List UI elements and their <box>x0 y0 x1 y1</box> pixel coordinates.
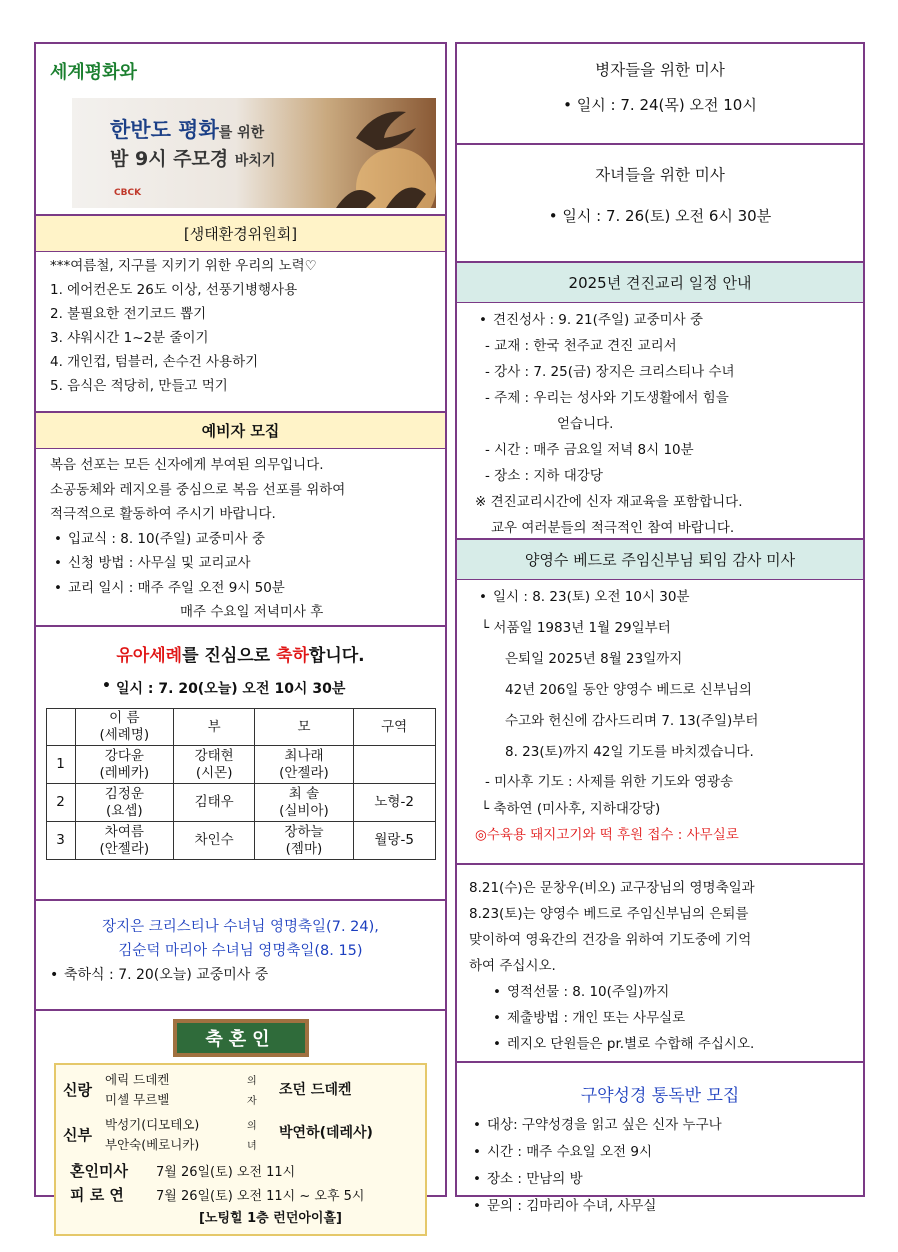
peace-title: 세계평화와 <box>50 62 137 83</box>
wedding-board: 축혼인 <box>173 1019 309 1057</box>
table-cell: 강다윤 (레베카) <box>75 746 174 784</box>
catechumen-section <box>36 413 445 627</box>
children-mass-date: • 일시 : 7. 26(토) 오전 6시 30분 <box>548 207 772 225</box>
baptism-table <box>46 708 436 860</box>
prayer-section <box>457 865 863 1063</box>
groom-row <box>62 1069 419 1089</box>
wedding-party: 피 로 연 7월 26일(토) 오전 11시 ~ 오후 5시 <box>70 1186 365 1204</box>
catechumen-text: 소공동체와 레지오를 중심으로 복음 선포를 위하여 <box>50 481 346 498</box>
peace-banner-line2: 밤 9시 주모경 바치기 <box>110 148 276 170</box>
table-cell: 김정운 (요셉) <box>75 784 174 822</box>
bride-rel: 의 <box>247 1120 257 1132</box>
farewell-body <box>457 580 863 850</box>
prayer-body <box>457 865 863 1067</box>
groom-parent: 미셀 무르벨 <box>105 1092 170 1107</box>
prayer-bullet: • 레지오 단원들은 pr.별로 수합해 주십시오. <box>489 1031 851 1057</box>
groom-name: 조던 드데켄 <box>279 1082 352 1098</box>
confirmation-body <box>457 303 863 545</box>
table-header-row <box>46 709 435 746</box>
peace-banner-line1: 한반도 평화를 위한 <box>110 118 265 142</box>
farewell-line: 은퇴일 2025년 8월 23일까지 <box>505 651 683 667</box>
eco-body <box>36 252 445 400</box>
eco-item: 1. 에어컨온도 26도 이상, 선풍기병행사용 <box>50 282 298 298</box>
bride-parent: 부안숙(베로니카) <box>105 1137 200 1152</box>
right-column <box>455 42 865 1214</box>
catechumen-text: 복음 선포는 모든 신자에게 부여된 의무입니다. <box>50 457 324 473</box>
confirmation-bullet: • 견진성사 : 9. 21(주일) 교중미사 중 <box>475 307 845 333</box>
feast-section <box>36 915 445 1011</box>
sick-mass-title: 병자들을 위한 미사 <box>595 61 725 79</box>
bible-study-title: 구약성경 통독반 모집 <box>580 1086 740 1106</box>
peace-banner <box>72 98 436 208</box>
bible-study-section <box>457 1081 863 1245</box>
table-cell: 1 <box>46 746 75 784</box>
dove-icon <box>316 98 436 208</box>
groom-parent: 에릭 드데켄 <box>105 1072 170 1087</box>
table-header <box>46 709 75 746</box>
baptism-title: 유아세례를 진심으로 축하합니다. <box>116 646 365 666</box>
wedding-couple-table <box>62 1069 419 1154</box>
bible-study-bullet: • 문의 : 김마리아 수녀, 사무실 <box>469 1193 851 1220</box>
bride-name: 박연하(데레사) <box>279 1124 373 1141</box>
sick-mass-date: • 일시 : 7. 24(목) 오전 10시 <box>563 96 757 114</box>
table-cell: 2 <box>46 784 75 822</box>
table-cell: 노형-2 <box>353 784 435 822</box>
table-cell: 차여름 (안젤라) <box>75 822 174 860</box>
confirmation-line: - 시간 : 매주 금요일 저녁 8시 10분 <box>485 442 694 458</box>
feast-line: 장지은 크리스티나 수녀님 영명축일(7. 24), <box>102 919 379 935</box>
bible-study-bullet: • 대상: 구약성경을 읽고 싶은 신자 누구나 <box>469 1112 851 1139</box>
confirmation-note: ※ 견진교리시간에 신자 재교육을 포함합니다. <box>475 494 743 510</box>
groom-label: 신랑 <box>63 1080 92 1099</box>
table-cell <box>353 746 435 784</box>
groom-rel: 자 <box>247 1095 257 1107</box>
sick-mass-section <box>457 58 863 145</box>
farewell-line: 42년 206일 동안 양영수 베드로 신부님의 <box>505 682 752 698</box>
catechumen-bullet: • 입교식 : 8. 10(주일) 교중미사 중 <box>50 527 431 552</box>
farewell-line: └ 서품일 1983년 1월 29일부터 <box>481 620 671 636</box>
bride-parent: 박성기(디모테오) <box>105 1117 200 1132</box>
prayer-bullet: • 제출방법 : 개인 또는 사무실로 <box>489 1005 851 1031</box>
wedding-mass: 혼인미사 7월 26일(토) 오전 11시 <box>70 1162 296 1180</box>
bride-label: 신부 <box>63 1125 92 1144</box>
table-row <box>46 822 435 860</box>
table-header: 부 <box>174 709 255 746</box>
confirmation-line: 얻습니다. <box>557 416 614 432</box>
farewell-line: - 미사후 기도 : 사제를 위한 기도와 영광송 <box>485 774 734 790</box>
bible-study-bullet: • 시간 : 매주 수요일 오전 9시 <box>469 1139 851 1166</box>
table-cell: 장하늘 (젬마) <box>255 822 354 860</box>
catechumen-bullet: • 신청 방법 : 사무실 및 교리교사 <box>50 551 431 576</box>
eco-header: [생태환경위원회] <box>36 216 445 252</box>
prayer-text: 하여 주십시오. <box>469 958 556 974</box>
eco-item: 5. 음식은 적당히, 만들고 먹기 <box>50 378 228 394</box>
table-header: 구역 <box>353 709 435 746</box>
feast-line: 김순덕 마리아 수녀님 영명축일(8. 15) <box>118 943 363 959</box>
bible-study-body <box>457 1106 863 1226</box>
catechumen-bullet-cont: 매주 수요일 저녁미사 후 <box>180 604 324 620</box>
children-mass-title: 자녀들을 위한 미사 <box>595 166 725 184</box>
catechumen-bullet: • 교리 일시 : 매주 주일 오전 9시 50분 <box>50 576 431 601</box>
confirmation-line: - 교재 : 한국 천주교 견진 교리서 <box>485 338 677 354</box>
table-row <box>46 746 435 784</box>
catechumen-body <box>36 449 445 629</box>
eco-item: 2. 불필요한 전기코드 뽑기 <box>50 306 207 322</box>
peace-section <box>36 44 445 216</box>
wedding-party-place: [노팅힐 1층 런던아이홀] <box>198 1211 342 1226</box>
prayer-text: 8.21(수)은 문창우(비오) 교구장님의 영명축일과 <box>469 880 755 896</box>
confirmation-section <box>457 263 863 540</box>
baptism-section <box>36 641 445 901</box>
eco-intro: ***여름철, 지구를 지키기 위한 우리의 노력♡ <box>50 258 317 274</box>
table-cell: 김태우 <box>174 784 255 822</box>
eco-item: 3. 샤워시간 1~2분 줄이기 <box>50 330 209 346</box>
farewell-line: 8. 23(토)까지 42일 기도를 바치겠습니다. <box>505 744 754 760</box>
catechumen-text: 적극적으로 활동하여 주시기 바랍니다. <box>50 506 276 522</box>
farewell-line: └ 축하연 (미사후, 지하대강당) <box>481 801 661 817</box>
eco-section <box>36 216 445 413</box>
table-cell: 차인수 <box>174 822 255 860</box>
table-header: 모 <box>255 709 354 746</box>
table-cell: 최나래 (안젤라) <box>255 746 354 784</box>
catechumen-header: 예비자 모집 <box>36 413 445 449</box>
eco-item: 4. 개인컵, 텀블러, 손수건 사용하기 <box>50 354 259 370</box>
table-cell: 강태현 (시몬) <box>174 746 255 784</box>
bible-study-bullet: • 장소 : 만남의 방 <box>469 1166 851 1193</box>
farewell-donation-notice: ◎수육용 돼지고기와 떡 후원 접수 : 사무실로 <box>475 827 739 843</box>
table-cell: 최 솔 (실비아) <box>255 784 354 822</box>
wedding-section <box>36 1011 445 1226</box>
farewell-line: 수고와 헌신에 감사드리며 7. 13(주일)부터 <box>505 713 759 729</box>
prayer-text: 맞이하여 영육간의 건강을 위하여 기도중에 기억 <box>469 932 752 948</box>
prayer-text: 8.23(토)는 양영수 베드로 주임신부님의 은퇴를 <box>469 906 749 922</box>
confirmation-line: - 강사 : 7. 25(금) 장지은 크리스티나 수녀 <box>485 364 735 380</box>
table-cell: 3 <box>46 822 75 860</box>
farewell-header: 양영수 베드로 주임신부님 퇴임 감사 미사 <box>457 540 863 580</box>
baptism-date: • 일시 : 7. 20(오늘) 오전 10시 30분 <box>98 678 445 698</box>
cbck-logo: CBCK <box>114 188 142 198</box>
prayer-bullet: • 영적선물 : 8. 10(주일)까지 <box>489 979 851 1005</box>
table-row <box>46 784 435 822</box>
children-mass-section <box>457 163 863 263</box>
confirmation-header: 2025년 견진교리 일정 안내 <box>457 263 863 303</box>
table-cell: 월랑-5 <box>353 822 435 860</box>
farewell-bullet: • 일시 : 8. 23(토) 오전 10시 30분 <box>475 582 845 613</box>
left-column <box>34 42 447 1226</box>
confirmation-line: - 장소 : 지하 대강당 <box>485 468 603 484</box>
table-header: 이 름 (세례명) <box>75 709 174 746</box>
confirmation-note: 교우 여러분들의 적극적인 참여 바랍니다. <box>491 520 735 536</box>
farewell-section <box>457 540 863 865</box>
wedding-details <box>54 1063 427 1236</box>
bride-row <box>62 1109 419 1134</box>
groom-rel: 의 <box>247 1075 257 1087</box>
feast-ceremony: • 축하식 : 7. 20(오늘) 교중미사 중 <box>46 963 445 987</box>
bride-rel: 녀 <box>247 1140 257 1152</box>
confirmation-line: - 주제 : 우리는 성사와 기도생활에서 힘을 <box>485 390 729 406</box>
